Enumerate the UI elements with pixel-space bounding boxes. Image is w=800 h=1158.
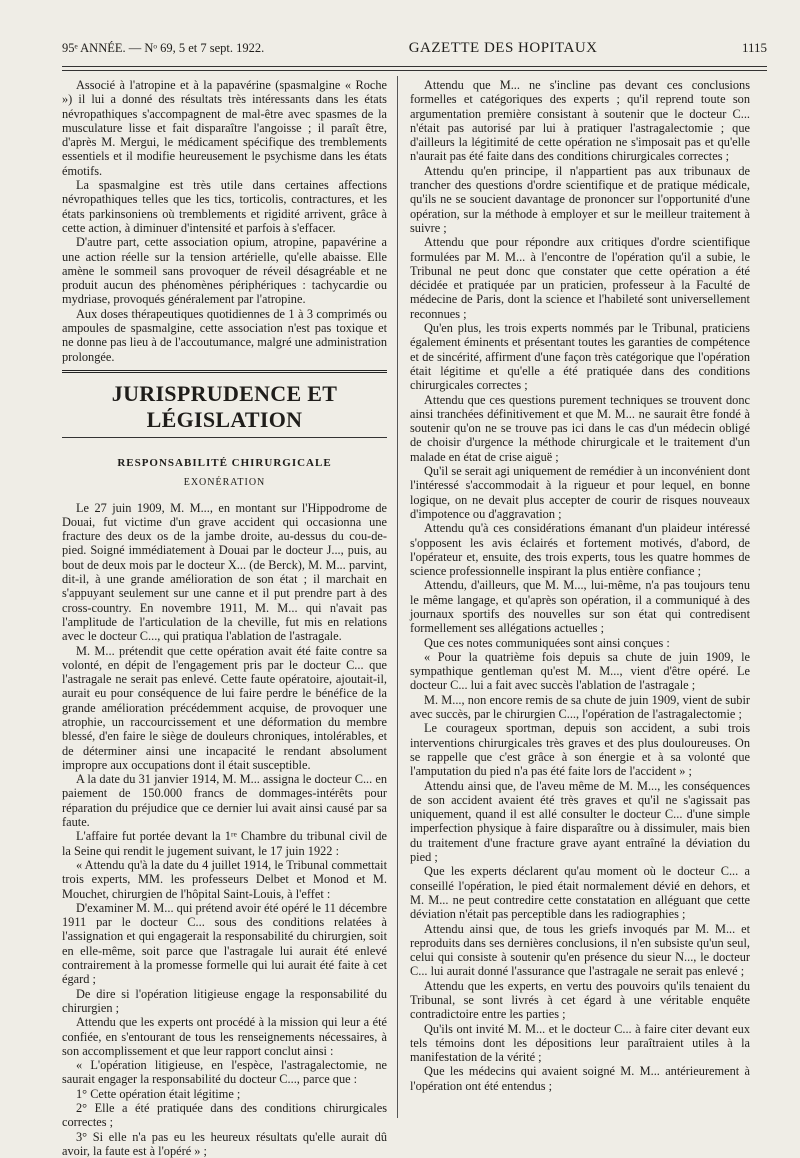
journal-title: GAZETTE DES HOPITAUX: [408, 40, 598, 56]
right-text: [410, 78, 750, 1093]
paragraph: 3° Si elle n'a pas eu les heureux résultats qu'elle aurait dû avoir, la faute est à l'opéré » ;: [62, 1129, 387, 1158]
paragraph: Attendu qu'en principe, il n'appartient pas aux tribunaux de trancher des questions d'ordre scientifique et de pratique médicale, qu'ils ne se soucient davantage de prononcer sur l'opportunité d'une opération, sur la méthode à employer et sur le meilleur traitement à suivre ;: [410, 163, 750, 235]
paragraph: Attendu qu'à ces considérations émanant d'un plaideur intéressé s'opposent les avis éclairés et fortement motivés, d'abord, de l'opérateur et, ensuite, des trois experts, tous les quatre hommes de science professionnelle inspirant la plus entière confiance ;: [410, 521, 750, 579]
paragraph: Que les médecins qui avaient soigné M. M... antérieurement à l'opération ont été entendus ;: [410, 1064, 750, 1093]
paragraph: 2° Elle a été pratiquée dans des conditions chirurgicales correctes ;: [62, 1101, 387, 1130]
paragraph: Attendu ainsi que, de tous les griefs invoqués par M. M... et reproduits dans ses dernières conclusions, il n'en subsiste qu'un seul, celui qui consiste à soutenir qu'en présence du sieur N..., le docteur C... lui aurait donné l'assurance que l'astragale ne serait pas enlevé ;: [410, 921, 750, 979]
paragraph: D'autre part, cette association opium, atropine, papavérine a une action réelle sur la tension artérielle, qu'elle abaisse. Elle amène le sommeil sans provoquer de réveil désagréable et ne produit aucun des phénomènes périphériques : tachycardie ou mydriase, provoqués généralement par l'atropine.: [62, 235, 387, 307]
paragraph: Qu'en plus, les trois experts nommés par le Tribunal, praticiens également éminents et présentant toutes les garanties de compétence et de sincérité, affirment d'une façon très catégorique que l'opération était légitime et qu'elle a été pratiquée dans des conditions chirurgicales correctes ;: [410, 321, 750, 393]
paragraph: Attendu ainsi que, de l'aveu même de M. M..., les conséquences de son accident avaient été très graves et qu'il ne s'agissait pas uniquement, quand il est allé consulter le docteur C... d'une simple imperfection physique à faire disparaître ou à dissimuler, mais bien du traitement d'une fracture grave ayant entraîné la déviation du pied ;: [410, 778, 750, 865]
issue-info: 95ᵉ ANNÉE. — Nᵒ 69, 5 et 7 sept. 1922.: [62, 41, 265, 55]
paragraph: Attendu que les experts, en vertu des pouvoirs qu'ils tenaient du Tribunal, se sont livrés à cet égard à une véritable enquête contradictoire entre les parties ;: [410, 978, 750, 1022]
header-rule: [62, 66, 767, 67]
left-column: [62, 78, 387, 1158]
page-header: [62, 40, 767, 62]
paragraph: M. M..., non encore remis de sa chute de juin 1909, vient de subir avec succès, par le chirurgien C..., l'opération de l'astragalectomie ;: [410, 692, 750, 722]
paragraph: Le 27 juin 1909, M. M..., en montant sur l'Hippodrome de Douai, fut victime d'un grave accident qui occasionna une fracture des deux os de la jambe droite, au-dessus du cou-de-pied. Soigné immédiatement à Douai par le docteur J..., puis, au bout de deux mois par le docteur X... (de Berck), M. M... parvint, dit-il, à une grande amélioration de son état ; il marchait en s'appuyant seulement sur une canne et il put prendre part à des cross-country. En novembre 1911, M. M... qui n'avait pas l'amplitude de l'articulation de la cheville, fut mis en relations avec le docteur C..., qui pratiqua l'ablation de l'astragale.: [62, 500, 387, 644]
column-divider: [397, 76, 398, 1118]
paragraph: Aux doses thérapeutiques quotidiennes de 1 à 3 comprimés ou ampoules de spasmalgine, cette association n'est pas toxique et ne donne pas lieu à de l'accoutumance, malgré une administration prolongée.: [62, 306, 387, 364]
paragraph: Attendu que ces questions purement techniques se trouvent donc ainsi tranchées définitivement et que M. M... ne saurait être fondé à soutenir qu'on ne se trouve pas ici dans le cas d'un médecin obligé de choisir d'urgence la méthode chirurgicale et le traitement d'un malade en état de crise aiguë ;: [410, 392, 750, 464]
section-rule: [62, 370, 387, 373]
paragraph: Que les experts déclarent qu'au moment où le docteur C... a conseillé l'opération, le pied était normalement dévié en dehors, et M. M... ne peut contredire cette constatation en alléguant que cette déviation n'était pas perceptible dans les radiographies ;: [410, 864, 750, 922]
paragraph: A la date du 31 janvier 1914, M. M... assigna le docteur C... en paiement de 150.000 francs de dommages-intérêts pour réparation du préjudice que ce dernier lui avait ainsi causé par sa faute.: [62, 772, 387, 830]
header-rule-2: [62, 70, 767, 71]
paragraph: Attendu que pour répondre aux critiques d'ordre scientifique formulées par M. M... à l'encontre de l'opération qu'il a subie, le Tribunal ne peut donc que constater que cette opération a été décidée et pratiquée par un praticien, professeur à la Faculté de médecine de Paris, dont la science et l'habileté sont universellement reconnues ;: [410, 235, 750, 321]
paragraph: « Pour la quatrième fois depuis sa chute de juin 1909, le sympathique gentleman qu'est M. M..., vient d'être opéré. Le docteur C... lui a fait avec succès l'ablation de l'astragale ;: [410, 649, 750, 693]
paragraph: « Attendu qu'à la date du 4 juillet 1914, le Tribunal commettait trois experts, MM. les professeurs Delbet et Monod et M. Mouchet, chirurgien de l'hôpital Saint-Louis, à l'effet :: [62, 857, 387, 901]
article-subtitle: RESPONSABILITÉ CHIRURGICALE: [117, 456, 332, 469]
section-title: JURISPRUDENCE ET LÉGISLATION: [111, 380, 338, 432]
paragraph: Attendu que les experts ont procédé à la mission qui leur a été confiée, en s'entourant de tous les renseignements nécessaires, à son accomplissement et que leur rapport conclut ainsi :: [62, 1015, 387, 1058]
paragraph: Attendu, d'ailleurs, que M. M..., lui-même, n'a pas toujours tenu le même langage, et qu'après son opération, il a communiqué à des journaux sportifs des nouvelles sur son état qui contredisent formellement ses allégations actuelles ;: [410, 578, 750, 636]
paragraph: « L'opération litigieuse, en l'espèce, l'astragalectomie, ne saurait engager la responsabilité du docteur C..., parce que :: [62, 1058, 387, 1087]
paragraph: De dire si l'opération litigieuse engage la responsabilité du chirurgien ;: [62, 986, 387, 1015]
paragraph: Qu'il se serait agi uniquement de remédier à un inconvénient dont l'intéressé s'accommodait à la rigueur et pour lequel, en bonne logique, on ne devait plus accepter de courir de risques nouveaux d'impotence ou d'aggravation ;: [410, 464, 750, 521]
paragraph: La spasmalgine est très utile dans certaines affections névropathiques telles que les tics, torticolis, contractures, et les états parkinsoniens où tremblements et rigidité arrivent, grâce à cette action, à diminuer d'intensité et parfois à s'effacer.: [62, 178, 387, 235]
paragraph: Qu'ils ont invité M. M... et le docteur C... à faire citer devant eux tels témoins dont les dépositions leur paraîtraient utiles à la manifestation de la vérité ;: [410, 1021, 750, 1065]
section-rule-bottom: [62, 437, 387, 438]
paragraph: M. M... prétendit que cette opération avait été faite contre sa volonté, en dépit de l'engagement pris par le docteur C... que l'astragale ne serait pas enlevé. Cette faute opératoire, ajoutait-il, aurait eu pour conséquence de lui faire perdre le bénéfice de la grande amélioration précédemment acquise, de provoquer une atrophie, un raccourcissement et une déformation du membre blessé, d'en faire le siège de douleurs chroniques, intolérables, et de déterminer ainsi une incapacité le rendant absolument impropre aux occupations dont il était susceptible.: [62, 643, 387, 772]
right-column: [410, 78, 750, 1093]
paragraph: Attendu que M... ne s'incline pas devant ces conclusions formelles et catégoriques des experts ; qu'il reprend toute son argumentation première consistant à soutenir que le docteur C... n'était pas autorisé par lui à pratiquer l'astragalectomie ; que d'ailleurs la légitimité de cette opération ne s'imposait pas et qu'elle n'aurait pas été faite dans des conditions chirurgicales correctes ;: [410, 78, 750, 164]
paragraph: D'examiner M. M... qui prétend avoir été opéré le 11 décembre 1911 par le docteur C... sous des conditions relatées à l'assignation et qui engagerait la responsabilité du chirurgien, soit en elle-même, soit parce que l'astragale lui aurait été enlevé contrairement à la promesse formelle qui lui aurait été faite à cet égard ;: [62, 900, 387, 987]
article-subsubtitle: EXONÉRATION: [183, 477, 266, 489]
paragraph: Que ces notes communiquées sont ainsi conçues :: [424, 635, 670, 650]
paragraph: 1° Cette opération était légitime ;: [76, 1086, 241, 1101]
paragraph: L'affaire fut portée devant la 1ʳᵉ Chambre du tribunal civil de la Seine qui rendit le jugement suivant, le 17 juin 1922 :: [62, 829, 387, 858]
page-number: 1115: [741, 40, 767, 55]
left-bottom-text: [62, 501, 387, 1158]
paragraph: Le courageux sportman, depuis son accident, a subi trois interventions chirurgicales très graves et des plus douloureuses. On se rappelle que c'est grâce à son énergie et à sa volonté que l'amputation du pied n'a pas été faite lors de l'accident » ;: [410, 721, 750, 779]
left-top-text: [62, 78, 387, 364]
paragraph: Associé à l'atropine et à la papavérine (spasmalgine « Roche ») il lui a donné des résultats très intéressants dans les états névropathiques s'accompagnent de mal-être avec spasmes de la musculature lisse et fait disparaître l'angoisse ; il paraît être, d'après M. Mergui, le médicament spécifique des tremblements essentiels et il modifie heureusement le psychisme dans les états émotifs.: [62, 78, 387, 178]
